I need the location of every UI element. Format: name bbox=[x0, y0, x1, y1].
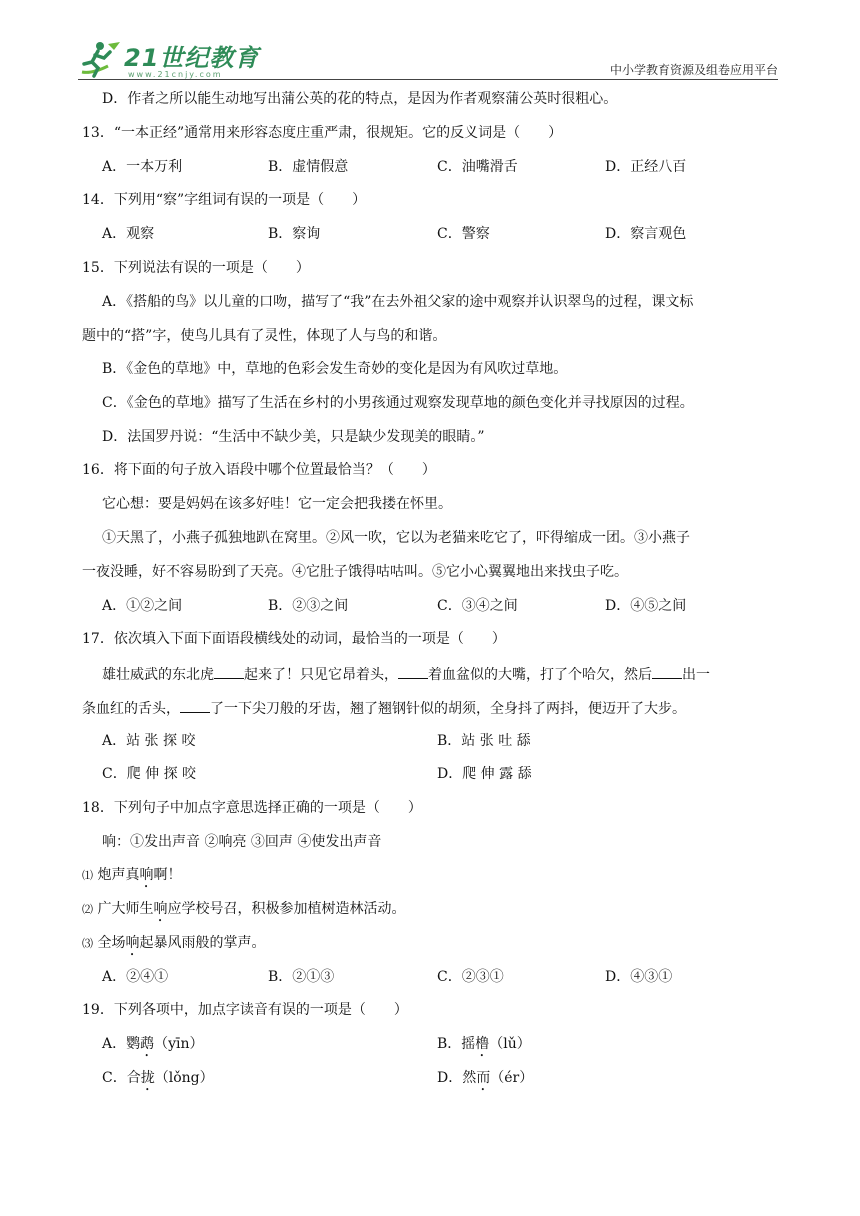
q14-option-c: C．警察 bbox=[437, 226, 490, 242]
q12-option-d: D．作者之所以能生动地写出蒲公英的花的特点，是因为作者观察蒲公英时很粗心。 bbox=[102, 91, 618, 107]
pinyin: （ér） bbox=[490, 1070, 534, 1086]
q19-option-c bbox=[102, 1068, 214, 1094]
q18-option-b: B．②①③ bbox=[268, 969, 335, 985]
fill-blank bbox=[398, 663, 428, 679]
sentence-text: 全场 bbox=[97, 935, 126, 951]
q18-option-c: C．②③① bbox=[437, 969, 504, 985]
fill-blank bbox=[214, 663, 244, 679]
q18-option-d: D．④③① bbox=[605, 969, 673, 985]
q19-stem: 19．下列各项中，加点字读音有误的一项是（ ） bbox=[82, 1002, 408, 1018]
sentence-number: ⑴ bbox=[82, 869, 93, 882]
logo-url: www.21cnjy.com bbox=[128, 70, 223, 79]
dotted-char: 响 bbox=[139, 867, 154, 883]
q13-option-c: C．油嘴滑舌 bbox=[437, 159, 518, 175]
platform-name: 中小学教育资源及组卷应用平台 bbox=[609, 63, 778, 77]
q16-passage-line1: ①天黑了，小燕子孤独地趴在窝里。②风一吹，它以为老猫来吃它了，吓得缩成一团。③小燕子 bbox=[102, 530, 690, 546]
q18-sentence-1 bbox=[82, 865, 181, 891]
option-text: C．合 bbox=[102, 1070, 141, 1086]
q17-option-d: D．爬 伸 露 舔 bbox=[437, 766, 532, 782]
q17-option-b: B．站 张 吐 舔 bbox=[437, 733, 531, 749]
q17-text: 起来了！只见它昂着头， bbox=[244, 667, 398, 683]
pinyin: （yīn） bbox=[154, 1036, 204, 1052]
q15-option-a-line2: 题中的“搭”字，使鸟儿具有了灵性，体现了人与鸟的和谐。 bbox=[82, 328, 447, 344]
q15-option-a-line1: A．《搭船的鸟》以儿童的口吻，描写了“我”在去外祖父家的途中观察并认识翠鸟的过程，课文标 bbox=[102, 294, 694, 310]
q18-option-a: A．②④① bbox=[102, 969, 169, 985]
q19-option-b bbox=[437, 1034, 531, 1060]
q13-option-d: D．正经八百 bbox=[605, 159, 687, 175]
sentence-text: 应学校号召，积极参加植树造林活动。 bbox=[167, 901, 406, 917]
sentence-text: 起暴风雨般的掌声。 bbox=[139, 935, 266, 951]
fill-blank bbox=[180, 697, 210, 713]
q14-option-d: D．察言观色 bbox=[605, 226, 687, 242]
runner-logo-icon bbox=[78, 40, 122, 80]
option-text: B．摇 bbox=[437, 1036, 476, 1052]
dotted-char: 鹉 bbox=[140, 1036, 155, 1052]
q17-text: 了一下尖刀般的牙齿，翘了翘钢针似的胡须，全身抖了两抖，便迈开了大步。 bbox=[210, 701, 686, 717]
q15-option-d: D．法国罗丹说：“生活中不缺少美，只是缺少发现美的眼睛。” bbox=[102, 429, 485, 445]
q17-option-c: C．爬 伸 探 咬 bbox=[102, 766, 197, 782]
option-text: D．然 bbox=[437, 1070, 477, 1086]
q16-stem: 16．将下面的句子放入语段中哪个位置最恰当？（ ） bbox=[82, 462, 436, 478]
dotted-char: 橹 bbox=[475, 1036, 490, 1052]
sentence-number: ⑶ bbox=[82, 937, 93, 950]
dotted-char: 响 bbox=[125, 935, 140, 951]
q16-option-d: D．④⑤之间 bbox=[605, 598, 687, 614]
logo-title: 21世纪教育 bbox=[124, 44, 260, 72]
q17-text: 出一 bbox=[682, 667, 710, 683]
q18-sentence-3 bbox=[82, 933, 265, 959]
fill-blank bbox=[652, 663, 682, 679]
q17-text: 着血盆似的大嘴，打了个哈欠，然后 bbox=[428, 667, 652, 683]
q14-option-b: B．察询 bbox=[268, 226, 321, 242]
dotted-char: 拢 bbox=[140, 1070, 155, 1086]
dotted-char: 而 bbox=[476, 1070, 491, 1086]
q17-stem: 17．依次填入下面下面语段横线处的动词，最恰当的一项是（ ） bbox=[82, 631, 506, 647]
q15-option-b: B．《金色的草地》中，草地的色彩会发生奇妙的变化是因为有风吹过草地。 bbox=[102, 361, 568, 377]
q18-stem: 18．下列句子中加点字意思选择正确的一项是（ ） bbox=[82, 800, 422, 816]
q15-option-c: C．《金色的草地》描写了生活在乡村的小男孩通过观察发现草地的颜色变化并寻找原因的过程。 bbox=[102, 395, 694, 411]
q16-passage-line2: 一夜没睡，好不容易盼到了天亮。④它肚子饿得咕咕叫。⑤它小心翼翼地出来找虫子吃。 bbox=[82, 564, 628, 580]
q17-option-a: A．站 张 探 咬 bbox=[102, 733, 196, 749]
sentence-text: 广大师生 bbox=[97, 901, 154, 917]
q18-sentence-2 bbox=[82, 899, 405, 925]
q14-option-a: A．观察 bbox=[102, 226, 155, 242]
option-text: A．鹦 bbox=[102, 1036, 141, 1052]
q19-option-d bbox=[437, 1068, 533, 1094]
q13-option-a: A．一本万利 bbox=[102, 159, 183, 175]
q13-option-b: B．虚情假意 bbox=[268, 159, 349, 175]
pinyin: （lǒng） bbox=[154, 1070, 214, 1086]
q17-text: 条血红的舌头， bbox=[82, 701, 180, 717]
q14-stem: 14．下列用“察”字组词有误的一项是（ ） bbox=[82, 192, 367, 208]
pinyin: （lǔ） bbox=[489, 1036, 531, 1052]
dotted-char: 响 bbox=[153, 901, 168, 917]
q16-sentence: 它心想：要是妈妈在该多好哇！它一定会把我搂在怀里。 bbox=[102, 496, 452, 512]
q19-option-a bbox=[102, 1034, 204, 1060]
q17-passage-line2 bbox=[82, 697, 686, 719]
header-divider bbox=[78, 79, 778, 80]
q15-stem: 15．下列说法有误的一项是（ ） bbox=[82, 260, 310, 276]
q13-stem: 13．“一本正经”通常用来形容态度庄重严肃，很规矩。它的反义词是（ ） bbox=[82, 125, 563, 141]
site-logo bbox=[78, 36, 259, 80]
q16-option-b: B．②③之间 bbox=[268, 598, 349, 614]
sentence-number: ⑵ bbox=[82, 903, 93, 916]
sentence-text: 炮声真 bbox=[97, 867, 140, 883]
q17-passage-line1 bbox=[102, 663, 710, 685]
page-header bbox=[78, 36, 778, 82]
q16-option-a: A．①②之间 bbox=[102, 598, 183, 614]
q18-meanings: 响：①发出声音 ②响亮 ③回声 ④使发出声音 bbox=[102, 834, 382, 850]
q17-text: 雄壮威武的东北虎 bbox=[102, 667, 214, 683]
sentence-text: 啊！ bbox=[153, 867, 182, 883]
q16-option-c: C．③④之间 bbox=[437, 598, 518, 614]
